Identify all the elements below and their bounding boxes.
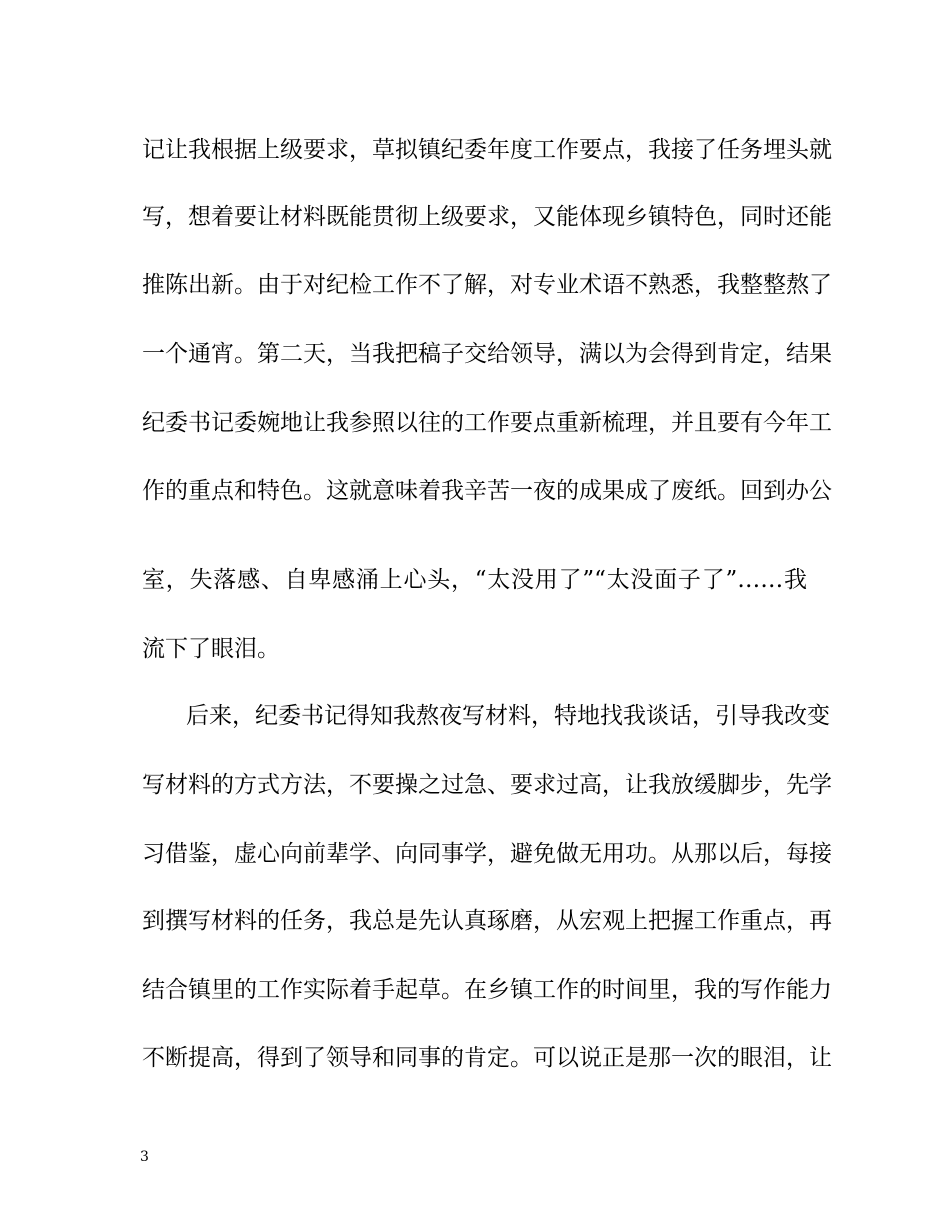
text-line: 室，失落感、自卑感涌上心头，“太没用了”“太没面子了”……我 — [142, 567, 807, 593]
text-line: 一个通宵。第二天，当我把稿子交给领导，满以为会得到肯定，结果 — [142, 341, 832, 367]
text-line: 不断提高，得到了领导和同事的肯定。可以说正是那一次的眼泪，让 — [142, 1045, 832, 1071]
text-line: 流下了眼泪。 — [142, 636, 280, 662]
text-line: 到撰写材料的任务，我总是先认真琢磨，从宏观上把握工作重点，再 — [142, 908, 832, 934]
text-line: 写材料的方式方法，不要操之过急、要求过高，让我放缓脚步，先学 — [142, 772, 832, 798]
text-line: 纪委书记委婉地让我参照以往的工作要点重新梳理，并且要有今年工 — [142, 410, 832, 436]
text-line: 记让我根据上级要求，草拟镇纪委年度工作要点，我接了任务埋头就 — [142, 137, 832, 163]
text-line: 推陈出新。由于对纪检工作不了解，对专业术语不熟悉，我整整熬了 — [142, 272, 832, 298]
text-line: 作的重点和特色。这就意味着我辛苦一夜的成果成了废纸。回到办公 — [142, 478, 832, 504]
text-line: 习借鉴，虚心向前辈学、向同事学，避免做无用功。从那以后，每接 — [142, 841, 832, 867]
text-line: 结合镇里的工作实际着手起草。在乡镇工作的时间里，我的写作能力 — [142, 977, 832, 1003]
text-line: 写，想着要让材料既能贯彻上级要求，又能体现乡镇特色，同时还能 — [142, 204, 832, 230]
paragraph-first-line: 后来，纪委书记得知我熬夜写材料，特地找我谈话，引导我改变 — [186, 703, 830, 729]
page-number: 3 — [140, 1149, 149, 1165]
